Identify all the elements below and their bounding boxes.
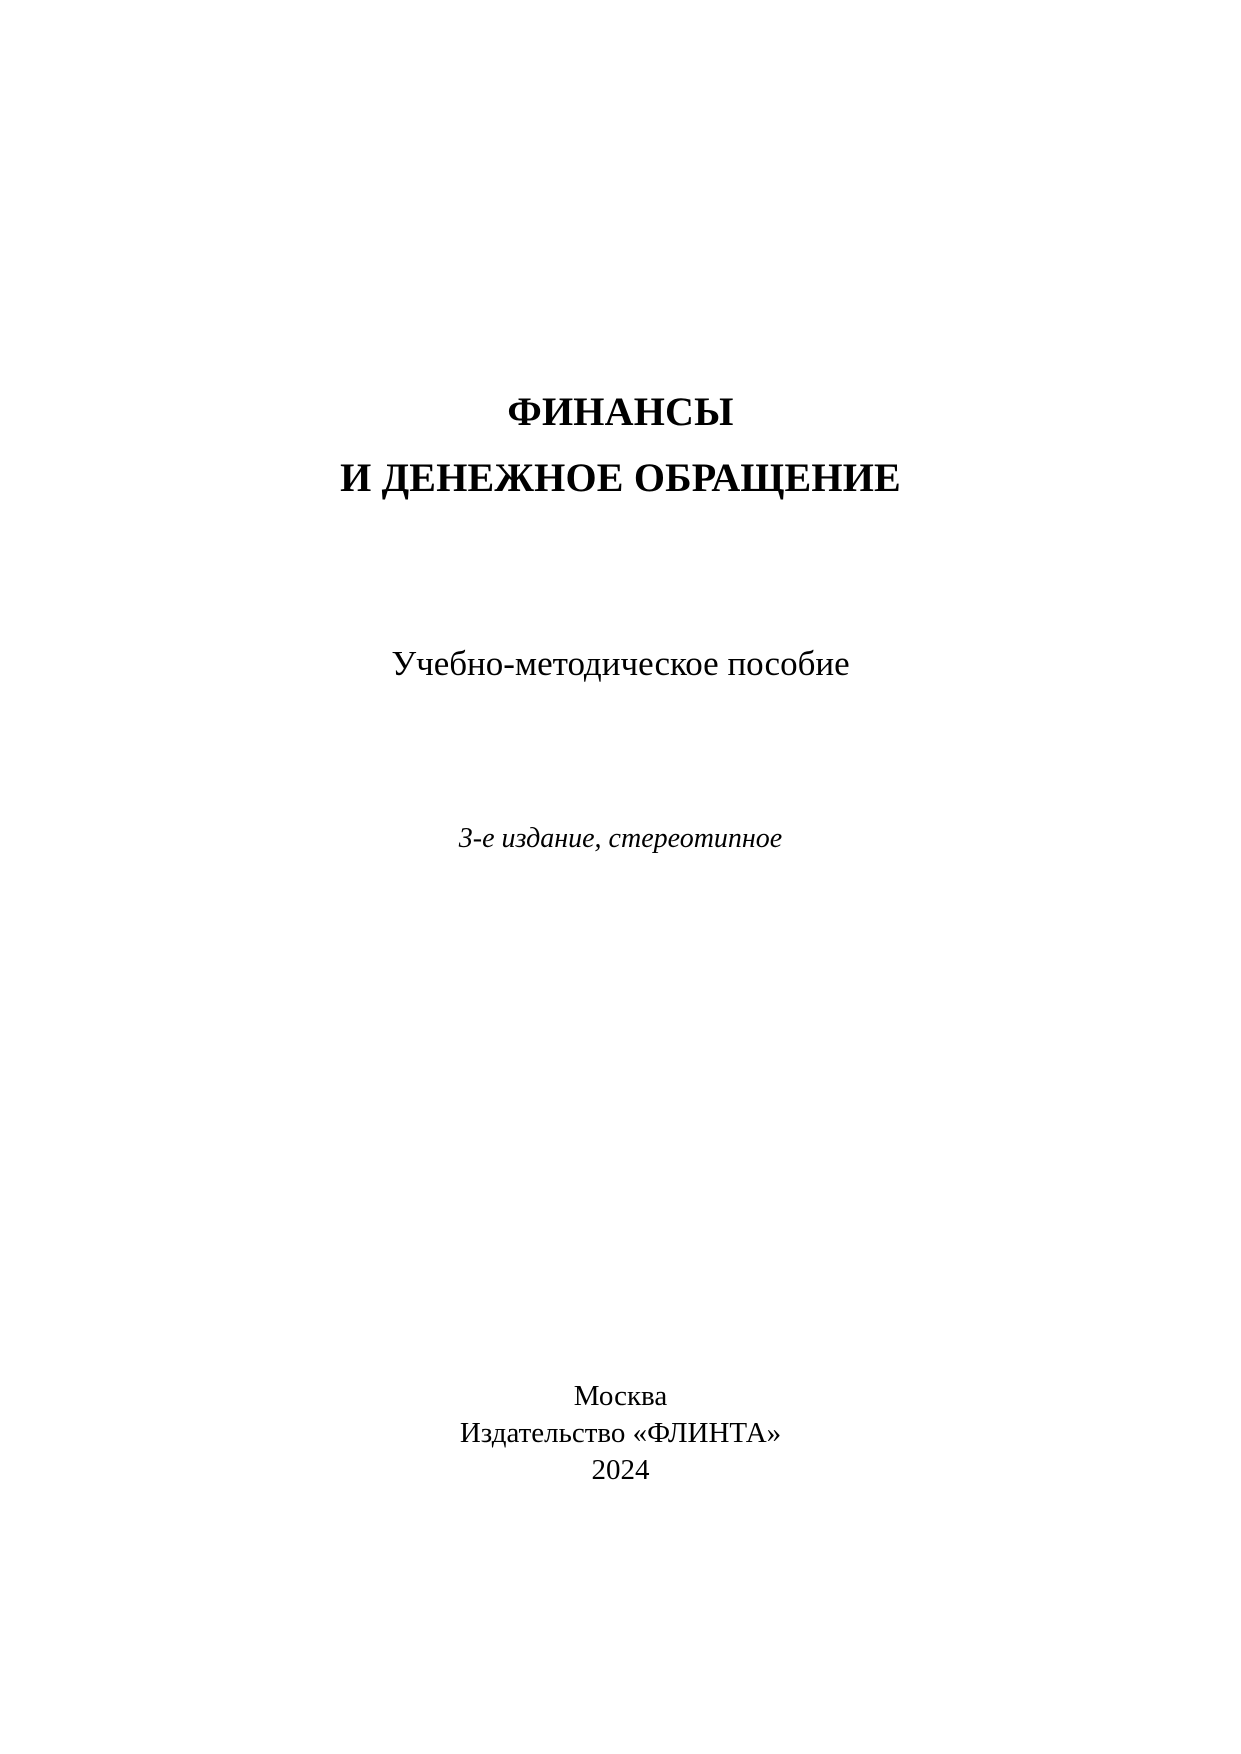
book-title-line-1: ФИНАНСЫ [507, 389, 734, 434]
imprint-city: Москва [573, 1380, 668, 1412]
imprint-publisher: Издательство «ФЛИНТА» [459, 1417, 782, 1449]
book-title [0, 388, 1241, 502]
imprint-year: 2024 [591, 1454, 650, 1486]
book-subtitle: Учебно-методическое пособие [391, 644, 850, 683]
imprint [0, 1378, 1241, 1489]
book-title-line-2: И ДЕНЕЖНОЕ ОБРАЩЕНИЕ [340, 455, 901, 500]
edition-note: 3-е издание, стереотипное [458, 823, 783, 854]
